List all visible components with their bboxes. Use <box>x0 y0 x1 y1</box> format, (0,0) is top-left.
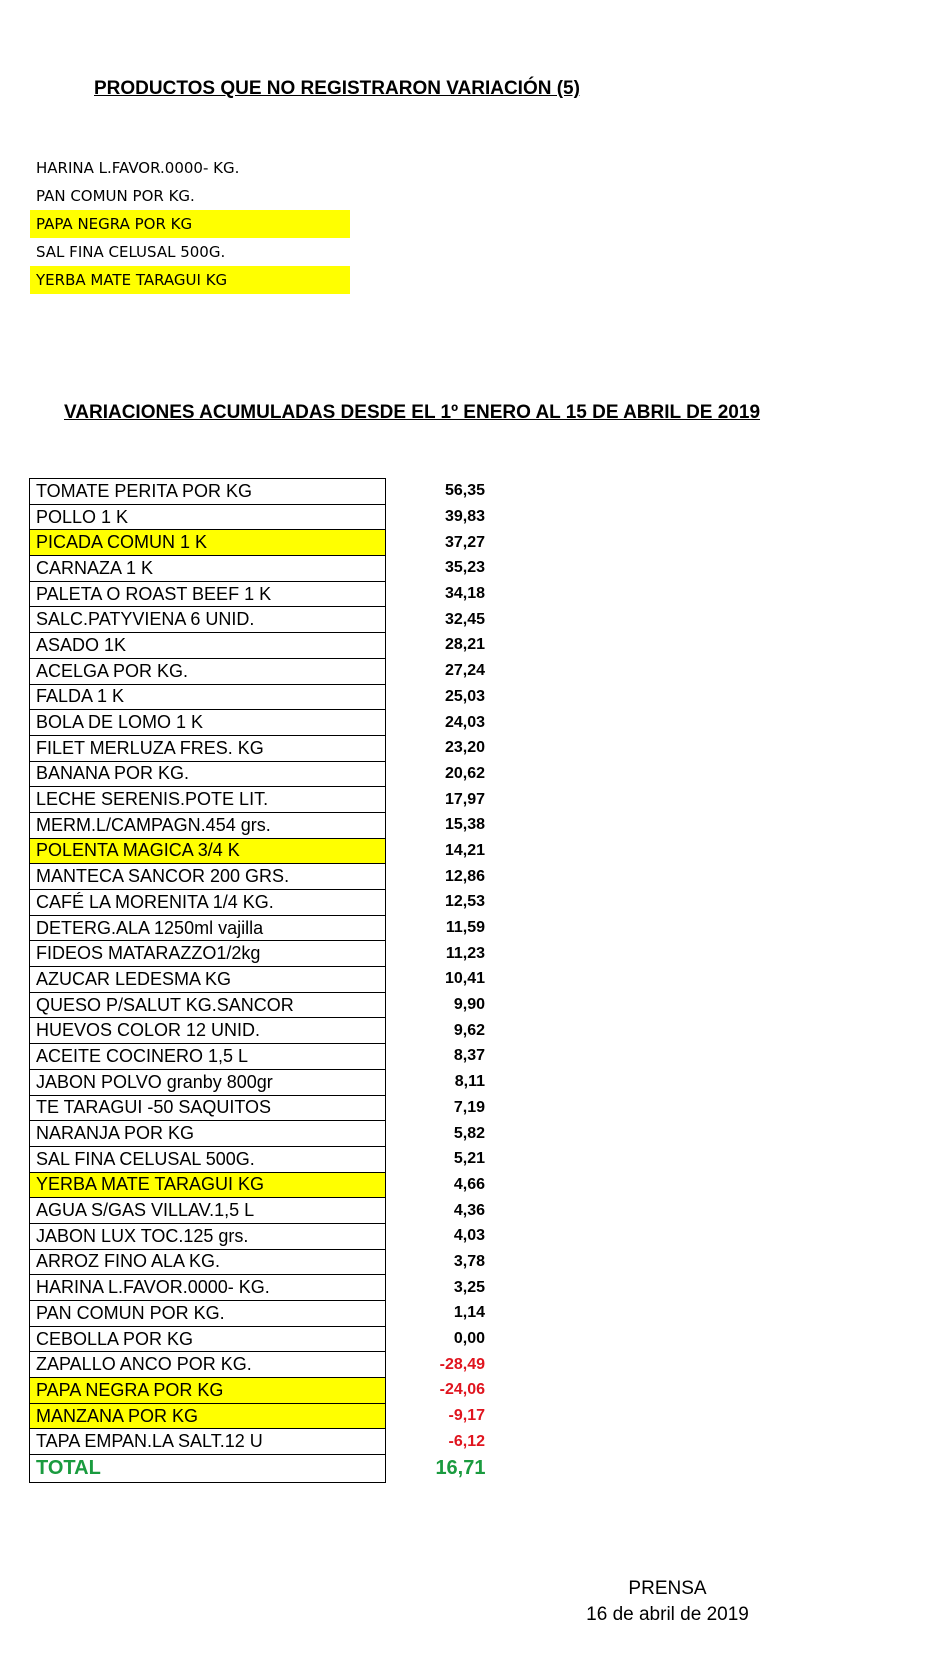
no-variation-title: PRODUCTOS QUE NO REGISTRARON VARIACIÓN (5) <box>94 78 580 99</box>
variation-value: 4,03 <box>453 1227 485 1245</box>
product-name: MANZANA POR KG <box>30 1403 386 1429</box>
product-name: PAPA NEGRA POR KG <box>30 1378 386 1404</box>
table-row <box>30 941 488 967</box>
variation-value: 3,25 <box>453 1278 485 1296</box>
product-name: SALC.PATYVIENA 6 UNID. <box>30 607 386 633</box>
no-variation-list <box>30 154 350 294</box>
table-row <box>30 658 488 684</box>
table-row <box>30 1069 488 1095</box>
variation-value: 15,38 <box>444 816 485 834</box>
table-row <box>30 581 488 607</box>
product-name: ACEITE COCINERO 1,5 L <box>30 1044 386 1070</box>
product-name: AGUA S/GAS VILLAV.1,5 L <box>30 1198 386 1224</box>
product-name: PALETA O ROAST BEEF 1 K <box>30 581 386 607</box>
product-name: ZAPALLO ANCO POR KG. <box>30 1352 386 1378</box>
variation-value: -28,49 <box>439 1355 485 1373</box>
variations-table <box>29 478 488 1483</box>
variation-value: 27,24 <box>444 662 485 680</box>
product-name: MANTECA SANCOR 200 GRS. <box>30 864 386 890</box>
variation-value: 32,45 <box>444 610 485 628</box>
product-name: AZUCAR LEDESMA KG <box>30 967 386 993</box>
product-name: HARINA L.FAVOR.0000- KG. <box>30 1275 386 1301</box>
product-name: BANANA POR KG. <box>30 761 386 787</box>
table-row <box>30 812 488 838</box>
table-row <box>30 1172 488 1198</box>
product-name: CEBOLLA POR KG <box>30 1326 386 1352</box>
variation-value: 24,03 <box>444 713 485 731</box>
table-row <box>30 890 488 916</box>
table-row <box>30 787 488 813</box>
footer-press: PRENSA <box>628 1578 707 1599</box>
no-variation-item: SAL FINA CELUSAL 500G. <box>36 243 226 261</box>
product-name: QUESO P/SALUT KG.SANCOR <box>30 992 386 1018</box>
total-label: TOTAL <box>30 1455 386 1483</box>
product-name: NARANJA POR KG <box>30 1121 386 1147</box>
table-row <box>30 633 488 659</box>
table-row <box>30 684 488 710</box>
table-row <box>30 1223 488 1249</box>
product-name: PICADA COMUN 1 K <box>30 530 386 556</box>
table-row <box>30 607 488 633</box>
variation-value: 5,21 <box>453 1150 485 1168</box>
table-row <box>30 838 488 864</box>
table-row <box>30 1352 488 1378</box>
table-row <box>30 1403 488 1429</box>
table-row <box>30 1301 488 1327</box>
variation-value: 56,35 <box>444 482 485 500</box>
product-name: YERBA MATE TARAGUI KG <box>30 1172 386 1198</box>
variation-value: 20,62 <box>444 764 485 782</box>
variation-value: 0,00 <box>453 1330 485 1348</box>
variation-value: 25,03 <box>444 687 485 705</box>
total-value: 16,71 <box>435 1457 486 1480</box>
variation-value: 14,21 <box>444 841 485 859</box>
product-name: POLLO 1 K <box>30 504 386 530</box>
product-name: SAL FINA CELUSAL 500G. <box>30 1146 386 1172</box>
no-variation-item: YERBA MATE TARAGUI KG <box>30 266 350 294</box>
variation-value: 4,36 <box>453 1201 485 1219</box>
product-name: ACELGA POR KG. <box>30 658 386 684</box>
product-name: FALDA 1 K <box>30 684 386 710</box>
variation-value: 5,82 <box>453 1124 485 1142</box>
table-row <box>30 735 488 761</box>
footer-date: 16 de abril de 2019 <box>586 1604 749 1625</box>
variation-value: 9,90 <box>453 996 485 1014</box>
variation-value: 28,21 <box>444 636 485 654</box>
variation-value: -6,12 <box>448 1432 485 1450</box>
total-row <box>30 1455 488 1483</box>
table-row <box>30 1121 488 1147</box>
table-row <box>30 556 488 582</box>
variation-value: 8,37 <box>453 1047 485 1065</box>
variation-value: 9,62 <box>453 1021 485 1039</box>
product-name: ARROZ FINO ALA KG. <box>30 1249 386 1275</box>
table-row <box>30 479 488 505</box>
table-row <box>30 504 488 530</box>
product-name: JABON LUX TOC.125 grs. <box>30 1223 386 1249</box>
table-row <box>30 1249 488 1275</box>
variations-title: VARIACIONES ACUMULADAS DESDE EL 1º ENERO AL 15 DE ABRIL DE 2019 <box>64 402 761 423</box>
variation-value: 39,83 <box>444 508 485 526</box>
variation-value: 12,86 <box>444 867 485 885</box>
variation-value: 4,66 <box>453 1175 485 1193</box>
variation-value: -9,17 <box>448 1407 485 1425</box>
variation-value: 17,97 <box>444 790 485 808</box>
table-row <box>30 915 488 941</box>
table-row <box>30 992 488 1018</box>
no-variation-item: PAN COMUN POR KG. <box>36 187 195 205</box>
no-variation-item: PAPA NEGRA POR KG <box>30 210 350 238</box>
product-name: CAFÉ LA MORENITA 1/4 KG. <box>30 890 386 916</box>
variation-value: 3,78 <box>453 1252 485 1270</box>
table-row <box>30 761 488 787</box>
table-row <box>30 710 488 736</box>
product-name: FIDEOS MATARAZZO1/2kg <box>30 941 386 967</box>
variation-value: 34,18 <box>444 585 485 603</box>
variation-value: 1,14 <box>453 1304 485 1322</box>
table-row <box>30 1095 488 1121</box>
table-row <box>30 1146 488 1172</box>
table-row <box>30 1326 488 1352</box>
product-name: MERM.L/CAMPAGN.454 grs. <box>30 812 386 838</box>
variation-value: 8,11 <box>454 1073 485 1091</box>
product-name: LECHE SERENIS.POTE LIT. <box>30 787 386 813</box>
table-row <box>30 967 488 993</box>
variation-value: 11,59 <box>445 919 485 937</box>
table-row <box>30 1429 488 1455</box>
product-name: PAN COMUN POR KG. <box>30 1301 386 1327</box>
variation-value: 12,53 <box>444 893 485 911</box>
variation-value: 10,41 <box>444 970 485 988</box>
product-name: HUEVOS COLOR 12 UNID. <box>30 1018 386 1044</box>
variation-value: 37,27 <box>444 533 485 551</box>
product-name: TE TARAGUI -50 SAQUITOS <box>30 1095 386 1121</box>
product-name: TOMATE PERITA POR KG <box>30 479 386 505</box>
variation-value: 23,20 <box>444 739 485 757</box>
table-row <box>30 1198 488 1224</box>
no-variation-item: HARINA L.FAVOR.0000- KG. <box>36 159 240 177</box>
product-name: POLENTA MAGICA 3/4 K <box>30 838 386 864</box>
table-row <box>30 1275 488 1301</box>
product-name: JABON POLVO granby 800gr <box>30 1069 386 1095</box>
product-name: BOLA DE LOMO 1 K <box>30 710 386 736</box>
variation-value: 11,23 <box>445 944 485 962</box>
product-name: TAPA EMPAN.LA SALT.12 U <box>30 1429 386 1455</box>
table-row <box>30 1044 488 1070</box>
footer <box>560 1576 775 1628</box>
table-row <box>30 864 488 890</box>
product-name: CARNAZA 1 K <box>30 556 386 582</box>
table-row <box>30 1378 488 1404</box>
table-row <box>30 1018 488 1044</box>
variation-value: 7,19 <box>453 1098 485 1116</box>
variation-value: -24,06 <box>439 1381 485 1399</box>
table-row <box>30 530 488 556</box>
product-name: DETERG.ALA 1250ml vajilla <box>30 915 386 941</box>
variation-value: 35,23 <box>444 559 485 577</box>
product-name: FILET MERLUZA FRES. KG <box>30 735 386 761</box>
product-name: ASADO 1K <box>30 633 386 659</box>
